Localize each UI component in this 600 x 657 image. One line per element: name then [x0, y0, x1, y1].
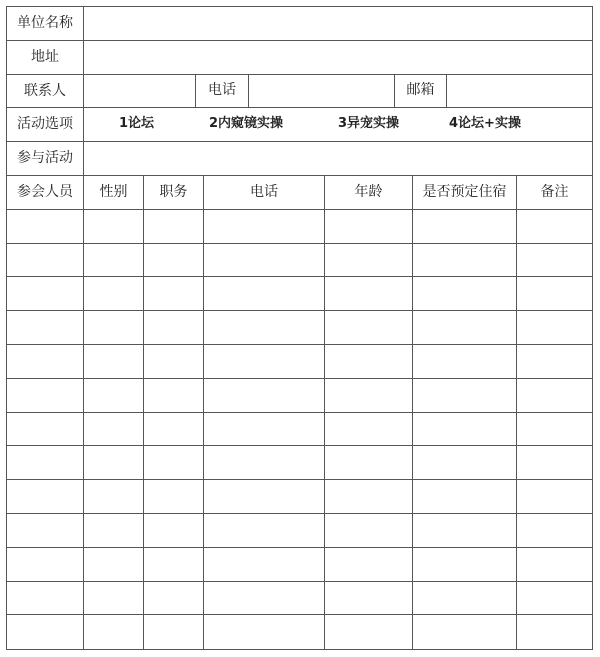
email-label: 邮箱 — [406, 82, 435, 98]
header-attendee: 参会人员 — [17, 184, 73, 200]
table-row[interactable] — [7, 514, 592, 547]
table-row[interactable] — [7, 244, 592, 276]
table-row[interactable] — [7, 615, 592, 649]
participate-label: 参与活动 — [17, 150, 73, 166]
header-age: 年龄 — [354, 184, 383, 200]
table-row[interactable] — [7, 311, 592, 344]
activity-option-1[interactable]: 1论坛 — [119, 116, 155, 131]
activity-option-3[interactable]: 3异宠实操 — [338, 116, 400, 131]
header-phone: 电话 — [250, 184, 278, 200]
email-field[interactable] — [447, 75, 592, 107]
activity-option-2[interactable]: 2内窥镜实操 — [209, 116, 284, 131]
header-lodging: 是否预定住宿 — [422, 184, 507, 200]
table-row[interactable] — [7, 446, 592, 479]
table-row[interactable] — [7, 548, 592, 581]
address-field[interactable] — [84, 41, 592, 74]
phone-field[interactable] — [249, 75, 394, 107]
table-row[interactable] — [7, 379, 592, 412]
activity-options-label: 活动选项 — [17, 116, 73, 132]
contact-field[interactable] — [84, 75, 195, 107]
phone-label: 电话 — [208, 82, 236, 98]
activity-option-4[interactable]: 4论坛+实操 — [449, 116, 521, 131]
unit-name-label: 单位名称 — [17, 15, 73, 31]
contact-label: 联系人 — [24, 83, 66, 99]
participate-field[interactable] — [84, 142, 592, 175]
table-row[interactable] — [7, 582, 592, 614]
unit-name-field[interactable] — [84, 7, 592, 40]
border-bottom — [6, 649, 593, 650]
address-label: 地址 — [31, 49, 59, 65]
table-row[interactable] — [7, 277, 592, 310]
table-row[interactable] — [7, 480, 592, 513]
header-position: 职务 — [159, 184, 188, 200]
header-notes: 备注 — [540, 184, 569, 200]
table-row[interactable] — [7, 210, 592, 243]
registration-form — [6, 6, 593, 651]
table-row[interactable] — [7, 345, 592, 378]
table-row[interactable] — [7, 413, 592, 445]
border-right — [592, 6, 593, 650]
header-gender: 性别 — [99, 184, 128, 200]
